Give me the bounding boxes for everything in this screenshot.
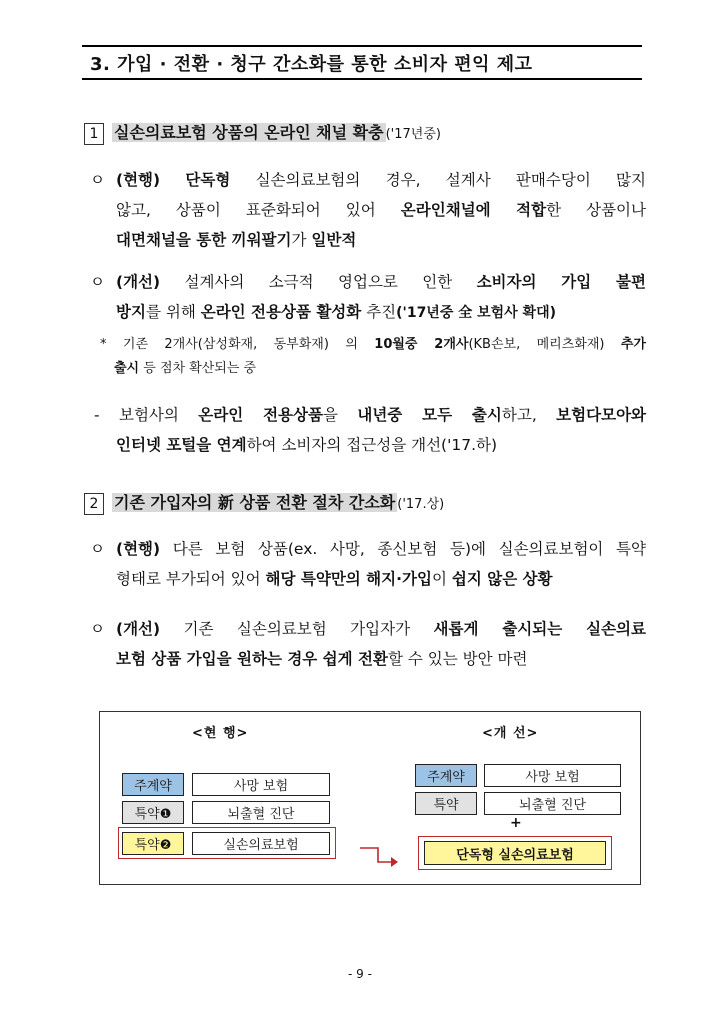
main-contract-value: 사망 보험 <box>192 773 330 796</box>
subheading-1 <box>84 120 441 145</box>
bullet: ㅇ <box>90 171 105 189</box>
paragraph-improve-2 <box>90 614 646 674</box>
subheading-note: ('17년중) <box>385 127 441 142</box>
footnote-star: * <box>100 337 107 352</box>
bullet: ㅇ <box>90 540 105 558</box>
rider2-tag: 특약❷ <box>122 832 184 855</box>
text: 하여 소비자의 접근성을 개선('17.하) <box>246 436 498 454</box>
subheading-2 <box>84 490 444 515</box>
paragraph-current-2 <box>90 534 646 594</box>
text: 추진 <box>361 303 397 321</box>
subheading-number: 1 <box>84 123 104 145</box>
text: 실손의료보험의 경우, 설계사 판매수당이 많지 <box>230 171 646 189</box>
text: (KB손보, 메리츠화재) <box>468 337 621 352</box>
text: 출시 <box>114 361 140 376</box>
text: 추가 <box>620 337 646 352</box>
main-contract-value: 사망 보험 <box>484 764 621 787</box>
paragraph-current-1 <box>90 165 646 255</box>
text: 내년중 모두 출시 <box>357 406 502 424</box>
comparison-diagram <box>99 711 641 885</box>
header-rule-bottom <box>82 78 642 80</box>
text: 단독형 <box>185 171 231 189</box>
text: 10월중 2개사 <box>374 337 469 352</box>
text: 보험 상품 가입을 원하는 경우 쉽게 전환 <box>116 650 388 668</box>
label-improve: (개선) <box>116 620 161 638</box>
text: 대면채널을 통한 끼워팔기 <box>116 231 292 249</box>
label-current-structure: <현 행> <box>192 726 249 741</box>
text: 을 <box>322 406 358 424</box>
footnote <box>100 333 646 381</box>
text: 온라인 전용상품 <box>198 406 323 424</box>
header-rule-top <box>82 45 642 47</box>
text: 할 수 있는 방안 마련 <box>387 650 528 668</box>
text: 보험사의 <box>99 406 199 424</box>
subheading-note: ('17.상) <box>397 497 445 512</box>
text: 해당 특약만의 해지·가입 <box>265 570 432 588</box>
dash-mark: - <box>94 406 100 424</box>
text: 새롭게 출시되는 실손의료 <box>433 620 646 638</box>
text: 를 위해 <box>145 303 201 321</box>
text: 온라인채널에 적합 <box>400 201 547 219</box>
main-contract-tag: 주계약 <box>122 773 184 796</box>
plus-sign: + <box>510 815 522 831</box>
text: 쉽지 않은 상황 <box>451 570 553 588</box>
rider-tag: 특약 <box>415 792 477 815</box>
rider1-tag: 특약❶ <box>122 801 184 824</box>
label-improve: (개선) <box>116 273 161 291</box>
text: 보험다모아와 <box>556 406 647 424</box>
text: 않고, 상품이 표준화되어 있어 <box>116 201 401 219</box>
rider-value: 뇌출혈 진단 <box>484 792 621 815</box>
standalone-insurance-box: 단독형 실손의료보험 <box>424 841 606 865</box>
text: 설계사의 소극적 영업으로 인한 <box>160 273 477 291</box>
text: 기존 2개사(삼성화재, 동부화재) 의 <box>106 337 375 352</box>
text: 다른 보험 상품(ex. 사망, 종신보험 등)에 실손의료보험이 특약 <box>160 540 646 558</box>
text: 온라인 전용상품 활성화 <box>200 303 362 321</box>
text: 형태로 부가되어 있어 <box>116 570 266 588</box>
label-current: (현행) <box>116 540 161 558</box>
text: 가 <box>291 231 312 249</box>
main-contract-tag: 주계약 <box>415 764 477 787</box>
text: ('17년중 全 보험사 확대) <box>396 305 556 321</box>
text: 한 상품이나 <box>546 201 647 219</box>
subheading-number: 2 <box>84 493 104 515</box>
text: 소비자의 가입 불편 <box>476 273 646 291</box>
text: 인터넷 포털을 연계 <box>116 436 247 454</box>
text: 일반적 <box>311 231 357 249</box>
text: 이 <box>431 570 452 588</box>
paragraph-dash <box>94 400 646 460</box>
text: 기존 실손의료보험 가입자가 <box>160 620 434 638</box>
rider1-value: 뇌출혈 진단 <box>192 801 330 824</box>
subheading-title: 실손의료보험 상품의 온라인 채널 확충 <box>114 123 384 142</box>
bullet: ㅇ <box>90 620 105 638</box>
bullet: ㅇ <box>90 273 105 291</box>
section-title: 3. 가입 · 전환 · 청구 간소화를 통한 소비자 편익 제고 <box>90 54 533 75</box>
label-current: (현행) <box>116 171 161 189</box>
page-number: - 9 - <box>348 967 372 981</box>
text: 등 점차 확산되는 중 <box>139 361 257 376</box>
label-improved-structure: <개 선> <box>482 726 539 741</box>
paragraph-improve-1 <box>90 267 646 328</box>
arrow-icon <box>358 844 400 868</box>
text: 방지 <box>116 303 146 321</box>
text: 하고, <box>501 406 557 424</box>
subheading-title: 기존 가입자의 新 상품 전환 절차 간소화 <box>114 493 396 512</box>
rider2-value: 실손의료보험 <box>192 832 330 855</box>
